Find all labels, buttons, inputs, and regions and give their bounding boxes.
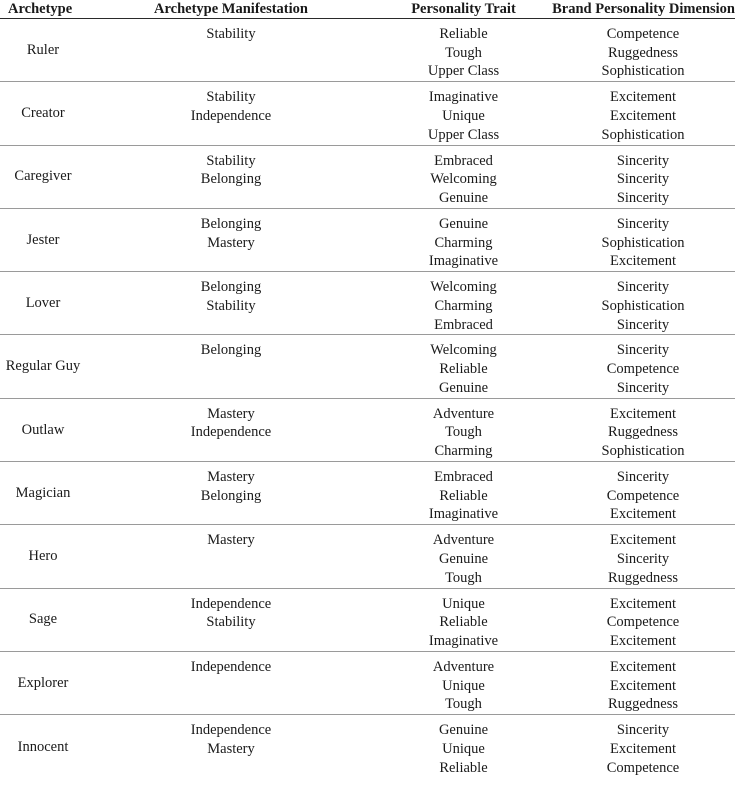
dimension-cell — [551, 335, 735, 397]
manifestation-cell — [86, 272, 376, 334]
trait-item: Imaginative — [428, 506, 499, 523]
dimension-item: Excitement — [609, 740, 677, 757]
trait-cell — [376, 82, 551, 144]
table-row — [0, 19, 735, 82]
dimension-item: Sincerity — [616, 316, 670, 333]
trait-item: Reliable — [439, 759, 488, 776]
trait-item: Genuine — [438, 722, 489, 739]
trait-item: Embraced — [434, 316, 493, 333]
manifestation-cell — [86, 146, 376, 208]
trait-item: Unique — [442, 595, 485, 612]
trait-item: Welcoming — [430, 171, 497, 188]
trait-cell — [376, 462, 551, 524]
dimension-cell — [551, 589, 735, 651]
dimension-item: Excitement — [609, 658, 677, 675]
dimension-item: Competence — [606, 361, 680, 378]
archetype-cell — [0, 715, 86, 778]
trait-item: Reliable — [439, 361, 488, 378]
dimension-item: Excitement — [609, 532, 677, 549]
table-row — [0, 715, 735, 778]
table-row — [0, 209, 735, 272]
archetype-cell — [0, 146, 86, 208]
dimension-item: Excitement — [609, 89, 677, 106]
dimension-item: Excitement — [609, 633, 677, 650]
dimension-item: Excitement — [609, 107, 677, 124]
trait-item: Genuine — [438, 379, 489, 396]
manifestation-item: Independence — [190, 658, 272, 675]
trait-cell — [376, 19, 551, 81]
manifestation-item: Stability — [206, 297, 256, 314]
dimension-item: Sincerity — [616, 551, 670, 568]
manifestation-item: Stability — [206, 152, 256, 169]
archetype-cell — [0, 525, 86, 587]
archetype-name: Caregiver — [14, 168, 72, 185]
archetype-name: Ruler — [26, 41, 60, 58]
archetype-cell — [0, 462, 86, 524]
manifestation-item: Belonging — [200, 215, 262, 232]
header-dimension: Brand Personality Dimension — [552, 0, 735, 17]
manifestation-item: Mastery — [207, 405, 255, 422]
trait-item: Tough — [445, 696, 482, 713]
dimension-item: Excitement — [609, 677, 677, 694]
trait-cell — [376, 525, 551, 587]
dimension-item: Sincerity — [616, 469, 670, 486]
manifestation-item: Belonging — [200, 171, 262, 188]
archetype-name: Hero — [28, 548, 58, 565]
table-row — [0, 82, 735, 145]
table-row — [0, 335, 735, 398]
manifestation-cell — [86, 399, 376, 461]
archetype-cell — [0, 399, 86, 461]
manifestation-item: Stability — [206, 26, 256, 42]
trait-item: Adventure — [432, 405, 495, 422]
manifestation-cell — [86, 652, 376, 714]
manifestation-item: Independence — [190, 107, 272, 124]
trait-item: Unique — [442, 677, 485, 694]
trait-cell — [376, 715, 551, 778]
archetype-cell — [0, 272, 86, 334]
archetype-name: Jester — [26, 231, 60, 248]
trait-item: Charming — [434, 297, 493, 314]
table-header — [0, 0, 735, 19]
archetype-name: Explorer — [17, 674, 69, 691]
archetype-name: Regular Guy — [5, 358, 81, 375]
manifestation-item: Stability — [206, 614, 256, 631]
dimension-cell — [551, 462, 735, 524]
manifestation-item: Independence — [190, 595, 272, 612]
manifestation-cell — [86, 335, 376, 397]
trait-item: Genuine — [438, 551, 489, 568]
trait-item: Adventure — [432, 658, 495, 675]
manifestation-item: Mastery — [207, 469, 255, 486]
manifestation-cell — [86, 525, 376, 587]
dimension-cell — [551, 209, 735, 271]
table-row — [0, 652, 735, 715]
archetype-name: Creator — [21, 105, 65, 122]
dimension-item: Sincerity — [616, 379, 670, 396]
manifestation-cell — [86, 462, 376, 524]
table-row — [0, 399, 735, 462]
trait-item: Welcoming — [430, 342, 497, 359]
manifestation-item: Mastery — [207, 234, 255, 251]
archetype-cell — [0, 82, 86, 144]
dimension-item: Ruggedness — [607, 569, 679, 586]
manifestation-item: Stability — [206, 89, 256, 106]
dimension-item: Sophistication — [601, 443, 685, 460]
trait-item: Tough — [445, 44, 482, 61]
trait-item: Charming — [434, 443, 493, 460]
trait-item: Reliable — [439, 614, 488, 631]
dimension-item: Sincerity — [616, 152, 670, 169]
trait-item: Adventure — [432, 532, 495, 549]
table-row — [0, 525, 735, 588]
dimension-item: Sincerity — [616, 722, 670, 739]
manifestation-cell — [86, 82, 376, 144]
dimension-item: Ruggedness — [607, 44, 679, 61]
manifestation-cell — [86, 209, 376, 271]
trait-item: Embraced — [434, 469, 493, 486]
header-manifestation: Archetype Manifestation — [154, 0, 308, 17]
trait-item: Reliable — [439, 26, 488, 42]
trait-item: Charming — [434, 234, 493, 251]
archetype-name: Sage — [28, 611, 58, 628]
manifestation-item: Independence — [190, 722, 272, 739]
trait-item: Imaginative — [428, 89, 499, 106]
dimension-cell — [551, 399, 735, 461]
trait-item: Unique — [442, 107, 485, 124]
dimension-item: Competence — [606, 759, 680, 776]
manifestation-item: Mastery — [207, 532, 255, 549]
trait-cell — [376, 146, 551, 208]
dimension-cell — [551, 82, 735, 144]
dimension-cell — [551, 652, 735, 714]
trait-item: Imaginative — [428, 633, 499, 650]
trait-item: Upper Class — [427, 126, 500, 143]
manifestation-item: Independence — [190, 424, 272, 441]
dimension-item: Sophistication — [601, 126, 685, 143]
dimension-item: Sincerity — [616, 215, 670, 232]
archetype-name: Magician — [15, 484, 71, 501]
archetype-cell — [0, 589, 86, 651]
table-body — [0, 19, 735, 779]
dimension-cell — [551, 525, 735, 587]
manifestation-cell — [86, 589, 376, 651]
dimension-item: Sincerity — [616, 279, 670, 296]
manifestation-item: Belonging — [200, 487, 262, 504]
trait-item: Embraced — [434, 152, 493, 169]
dimension-item: Sophistication — [601, 234, 685, 251]
dimension-item: Excitement — [609, 405, 677, 422]
archetype-cell — [0, 19, 86, 81]
header-trait: Personality Trait — [411, 0, 516, 17]
archetype-cell — [0, 209, 86, 271]
trait-item: Genuine — [438, 189, 489, 206]
manifestation-cell — [86, 19, 376, 81]
trait-cell — [376, 272, 551, 334]
trait-cell — [376, 335, 551, 397]
table-row — [0, 146, 735, 209]
table-row — [0, 272, 735, 335]
dimension-item: Sophistication — [601, 297, 685, 314]
dimension-cell — [551, 272, 735, 334]
archetype-name: Lover — [25, 294, 61, 311]
dimension-item: Competence — [606, 487, 680, 504]
manifestation-cell — [86, 715, 376, 778]
dimension-item: Excitement — [609, 506, 677, 523]
archetype-name: Innocent — [17, 738, 69, 755]
dimension-item: Ruggedness — [607, 696, 679, 713]
dimension-item: Ruggedness — [607, 424, 679, 441]
dimension-item: Excitement — [609, 253, 677, 270]
dimension-cell — [551, 146, 735, 208]
dimension-cell — [551, 715, 735, 778]
archetype-name: Outlaw — [21, 421, 65, 438]
trait-item: Reliable — [439, 487, 488, 504]
manifestation-item: Belonging — [200, 279, 262, 296]
trait-item: Tough — [445, 424, 482, 441]
trait-cell — [376, 209, 551, 271]
trait-item: Upper Class — [427, 63, 500, 80]
trait-item: Unique — [442, 740, 485, 757]
table-row — [0, 462, 735, 525]
dimension-item: Sincerity — [616, 189, 670, 206]
manifestation-item: Belonging — [200, 342, 262, 359]
archetype-cell — [0, 335, 86, 397]
archetype-cell — [0, 652, 86, 714]
dimension-item: Excitement — [609, 595, 677, 612]
trait-item: Welcoming — [430, 279, 497, 296]
dimension-item: Sophistication — [601, 63, 685, 80]
trait-cell — [376, 589, 551, 651]
dimension-item: Competence — [606, 614, 680, 631]
table-row — [0, 589, 735, 652]
trait-cell — [376, 399, 551, 461]
dimension-item: Sincerity — [616, 342, 670, 359]
trait-item: Imaginative — [428, 253, 499, 270]
trait-item: Tough — [445, 569, 482, 586]
dimension-cell — [551, 19, 735, 81]
trait-item: Genuine — [438, 215, 489, 232]
dimension-item: Competence — [606, 26, 680, 42]
header-archetype: Archetype — [8, 0, 73, 17]
manifestation-item: Mastery — [207, 740, 255, 757]
trait-cell — [376, 652, 551, 714]
dimension-item: Sincerity — [616, 171, 670, 188]
